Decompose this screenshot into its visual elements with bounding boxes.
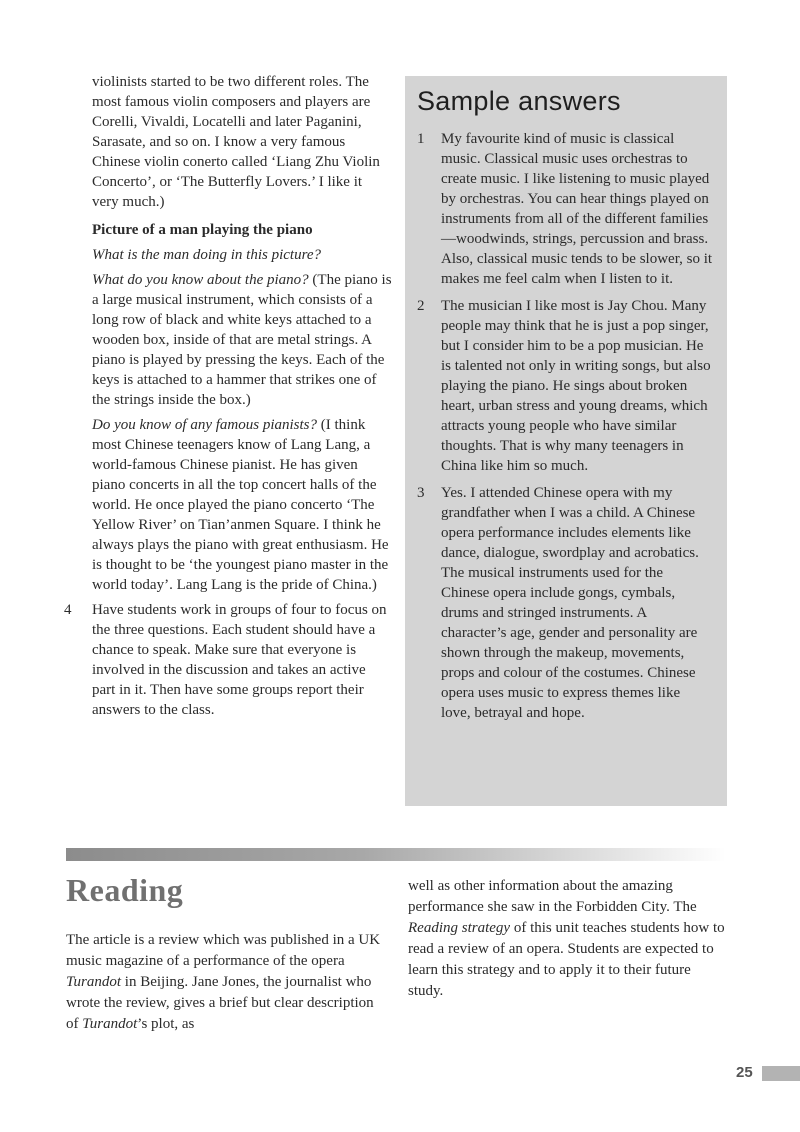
answer-3: (I think most Chinese teenagers know of Lang Lang, a world-famous Chinese pianist. He has given piano concerts in all the top concert halls of the world. He once played the piano concerto ‘The Yellow River’ on Tian’anmen Square. I think he always plays the piano with great enthusiasm. He is thought to be ‘the youngest piano master in the world today’. Lang Lang is the pride of China.) [92, 417, 389, 593]
sample-answer-1 [417, 129, 713, 289]
answer-number: 1 [417, 131, 425, 147]
item-number: 4 [64, 602, 72, 618]
question-1: What is the man doing in this picture? [92, 247, 322, 263]
text-run: of this unit teaches students how to read a review of an opera. Students are expected to learn this strategy and to apply it to their future study. [408, 920, 725, 999]
section-divider [66, 848, 726, 861]
opera-title: Turandot [82, 1016, 138, 1032]
list-item-4 [64, 600, 392, 720]
left-column [64, 72, 392, 725]
reading-paragraph-right [408, 876, 728, 1002]
page-number-bar [762, 1066, 800, 1081]
question-2: What do you know about the piano? [92, 272, 309, 288]
reading-left-column [66, 930, 386, 1035]
text-run: in Beijing. Jane Jones, the journalist who wrote the review, gives a brief but clear description of [66, 974, 374, 1032]
answer-number: 2 [417, 298, 425, 314]
answer-number: 3 [417, 485, 425, 501]
sample-answers-title: Sample answers [417, 86, 621, 116]
text-run: The article is a review which was published in a UK music magazine of a performance of the opera [66, 932, 381, 969]
reading-paragraph-left [66, 930, 386, 1035]
item-text: Have students work in groups of four to focus on the three questions. Each student should have a chance to speak. Make sure that everyone is involved in the discussion and takes an active part in it. Then have some groups report their answers to the class. [92, 602, 387, 718]
answer-text: Yes. I attended Chinese opera with my grandfather when I was a child. A Chinese opera performance includes elements like dance, dialogue, swordplay and acrobatics. The musical instruments used for the Chinese opera include gongs, cymbals, drums and stringed instruments. A character’s age, gender and personality are shown through the makeup, movements, props and colour of the costumes. Chinese opera uses music to express themes like love, betrayal and hope. [441, 485, 699, 721]
sample-answer-3 [417, 483, 713, 723]
strategy-title: Reading strategy [408, 920, 511, 936]
question-3: Do you know of any famous pianists? [92, 417, 317, 433]
text-run: ’s plot, as [137, 1016, 195, 1032]
question-2-paragraph [92, 270, 392, 410]
text-run: well as other information about the amazing performance she saw in the Forbidden City. The [408, 878, 697, 915]
answer-text: My favourite kind of music is classical music. Classical music uses orchestras to create music. I like listening to music played by orchestras. You can hear things played on instruments from all of the different families—woodwinds, strings, percussion and brass. Also, classical music tends to be slower, so it makes me feel calm when I listen to it. [441, 131, 713, 287]
intro-paragraph: violinists started to be two different roles. The most famous violin composers and players are Corelli, Vivaldi, Locatelli and later Paganini, Sarasate, and so on. I know a very famous Chinese violin conerto called ‘Liang Zhu Violin Concerto’, or ‘The Butterfly Lovers.’ I like it very much.) [92, 74, 380, 210]
sample-answers-box [405, 76, 727, 806]
question-3-paragraph [92, 415, 392, 595]
opera-title: Turandot [66, 974, 122, 990]
piano-heading: Picture of a man playing the piano [92, 222, 313, 238]
reading-heading: Reading [66, 872, 184, 908]
sample-answer-2 [417, 296, 713, 476]
page-number: 25 [736, 1064, 753, 1081]
answer-text: The musician I like most is Jay Chou. Many people may think that he is just a pop singer, but I consider him to be a pop musician. He is talented not only in writing songs, but also playing the piano. He sings about broken heart, urban stress and young dreams, which attracts young people who have similar thoughts. That is why many teenagers in China like him so much. [441, 298, 711, 474]
answer-2: (The piano is a large musical instrument, which consists of a long row of black and white keys attached to a wooden box, inside of that are metal strings. A piano is played by pressing the keys. Each of the keys is attached to a hammer that strikes one of the strings inside the box.) [92, 272, 392, 408]
reading-right-column [408, 876, 728, 1002]
